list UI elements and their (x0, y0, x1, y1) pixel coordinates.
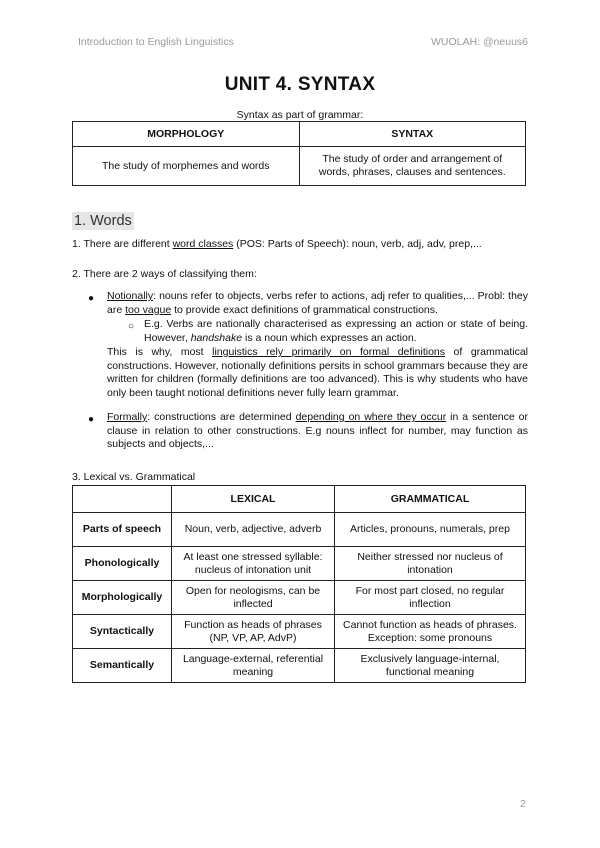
row-label: Syntactically (73, 615, 172, 649)
point-1 (72, 238, 528, 252)
header-author: WUOLAH: @neuus6 (430, 36, 528, 48)
bullet-1-text-b: to provide exact definitions of grammatical constructions. (171, 303, 438, 316)
bullet-2-underlined: depending on where they occur (295, 411, 447, 423)
table1-cell-morphology: The study of morphemes and words (73, 147, 300, 186)
bullet-1-term: Notionally (107, 290, 154, 302)
bullet-2-text-a: : constructions are determined (147, 411, 296, 423)
bullet-2-term: Formally (107, 411, 148, 423)
grammatical-cell: Cannot function as heads of phrases. Exception: some pronouns (335, 615, 526, 649)
grammatical-cell: For most part closed, no regular inflection (335, 581, 526, 615)
page-title: UNIT 4. SYNTAX (224, 74, 376, 95)
grammatical-cell: Exclusively language-internal, functional meaning (335, 649, 526, 683)
table3-header-grammatical: GRAMMATICAL (335, 486, 526, 513)
point-1-tail: (POS: Parts of Speech): noun, verb, adj, adv, prep,... (233, 238, 482, 250)
grammatical-cell: Neither stressed nor nucleus of intonation (335, 547, 526, 581)
page-number: 2 (520, 798, 526, 810)
row-label: Semantically (73, 649, 172, 683)
sub-bullet-text-a: E.g. Verbs are nationally characterised as expressing an action or state of being. However, (144, 318, 528, 344)
lexical-cell: Language-external, referential meaning (172, 649, 335, 683)
row-label: Morphologically (73, 581, 172, 615)
sub-bullet-text-b: is a noun which expresses an action. (242, 331, 417, 344)
header-course: Introduction to English Linguistics (78, 36, 234, 48)
lexical-grammatical-table (72, 485, 526, 683)
sub-bullet-text (144, 318, 528, 345)
table1-cell-syntax: The study of order and arrangement of words, phrases, clauses and sentences. (299, 147, 526, 186)
bullet-1-text-a: : nouns refer to objects, verbs refer to actions, adj refer to qualities,... Probl: they are (107, 290, 528, 316)
lexical-cell: At least one stressed syllable: nucleus of intonation unit (172, 547, 335, 581)
table3-header-blank (73, 486, 172, 513)
morphology-syntax-table (72, 121, 526, 186)
bullet-1-para-b: of grammatical constructions. However, notionally definitions persits in school grammars because they are written for children (formally definitions are too advanced). This is why students who have only been taught notional definitions never fully learn grammar. (107, 346, 528, 399)
point-1-underlined: word classes (172, 238, 234, 250)
table-row (73, 513, 526, 547)
table-row (73, 547, 526, 581)
lexical-cell: Noun, verb, adjective, adverb (172, 513, 335, 547)
subtitle: Syntax as part of grammar: (236, 109, 364, 121)
section-heading-words: 1. Words (74, 213, 132, 229)
lexical-cell: Function as heads of phrases (NP, VP, AP, AdvP) (172, 615, 335, 649)
row-label: Phonologically (73, 547, 172, 581)
table1-header-syntax: SYNTAX (299, 122, 526, 147)
table3-header-lexical: LEXICAL (172, 486, 335, 513)
table1-header-morphology: MORPHOLOGY (73, 122, 300, 147)
sub-bullet-italic: handshake (190, 331, 243, 344)
table-row (73, 615, 526, 649)
bullet-2-marker: ● (88, 414, 95, 425)
grammatical-cell: Articles, pronouns, numerals, prep (335, 513, 526, 547)
bullet-2-text-b: in a sentence or clause in relation to other constructions. E.g nouns inflect for number, may function as subjects and objects,... (107, 411, 528, 450)
bullet-1-underlined: too vague (125, 303, 172, 316)
point-1-lead: 1. There are different (72, 238, 173, 250)
table-row (73, 649, 526, 683)
row-label: Parts of speech (73, 513, 172, 547)
bullet-1-para-a: This is why, most (107, 346, 213, 358)
lexical-cell: Open for neologisms, can be inflected (172, 581, 335, 615)
bullet-1-marker: ● (88, 293, 95, 304)
point-3: 3. Lexical vs. Grammatical (72, 471, 196, 483)
sub-bullet-marker: ○ (128, 321, 135, 332)
bullet-2-text (107, 411, 528, 452)
bullet-1-para-underlined: linguistics rely primarily on formal definitions (212, 346, 445, 358)
point-2: 2. There are 2 ways of classifying them: (72, 268, 257, 280)
bullet-1-text (107, 290, 528, 317)
bullet-1-paragraph (107, 346, 528, 400)
table-row (73, 581, 526, 615)
